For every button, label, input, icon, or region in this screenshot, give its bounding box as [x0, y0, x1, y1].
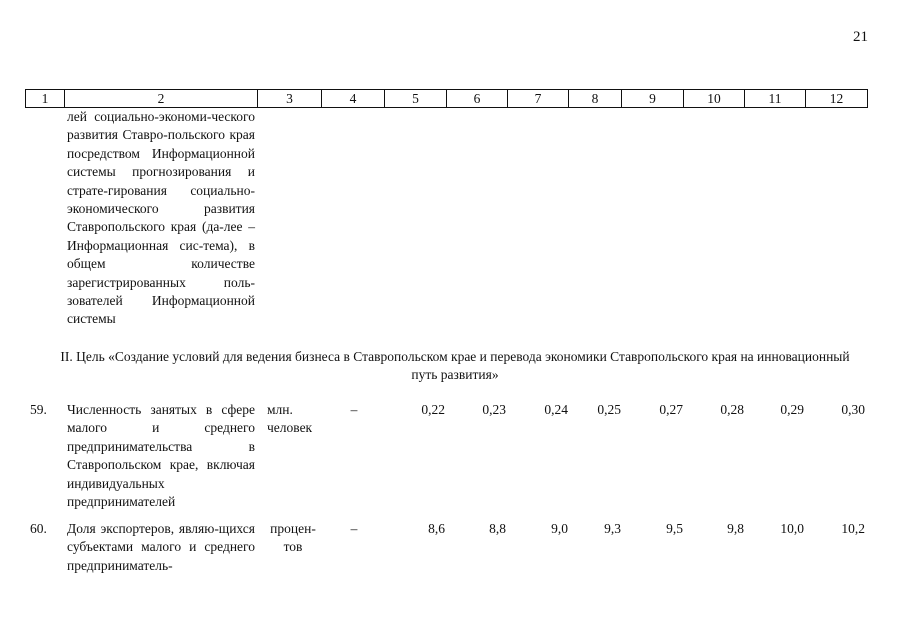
column-number: 5: [385, 90, 447, 108]
continued-indicator-text: лей социально-экономи-ческого развития Ставро-польского края посредством Информационной системы прогнозирования и страте-гирования социально-экономического развития Ставропольского края (да-лее – Информационная сис-тема), в общем количестве зарегистрированных поль-зователей Информационной системы: [67, 109, 255, 327]
column-number: 10: [684, 90, 745, 108]
value-cell: 9,3: [604, 521, 621, 536]
column-number-header: [25, 89, 868, 108]
indicator-name: Доля экспортеров, являю-щихся субъектами малого и среднего предприниматель-: [67, 521, 255, 573]
value-cell: 0,29: [780, 402, 804, 417]
column-number: 2: [65, 90, 258, 108]
base-value: –: [350, 521, 358, 536]
column-number: 9: [622, 90, 684, 108]
value-cell: 10,0: [780, 521, 804, 536]
value-cell: 9,0: [551, 521, 568, 536]
indicator-name: Численность занятых в сфере малого и среднего предпринимательства в Ставропольском крае, включая индивидуальных предпринимателей: [67, 402, 255, 510]
value-cell: 8,8: [489, 521, 506, 536]
row-number: 59.: [30, 402, 47, 417]
value-cell: 0,30: [841, 402, 865, 417]
value-cell: 0,27: [659, 402, 683, 417]
unit-of-measure: млн. человек: [267, 402, 313, 436]
value-cell: 0,25: [597, 402, 621, 417]
row-number: 60.: [30, 521, 47, 536]
page-number: 21: [853, 29, 868, 45]
column-number: 6: [447, 90, 508, 108]
column-number: 4: [322, 90, 385, 108]
section-title: II. Цель «Создание условий для ведения бизнеса в Ставропольском крае и перевода экономики Ставропольского края на инновационный путь развития»: [60, 349, 850, 382]
column-number: 3: [258, 90, 322, 108]
column-number: 1: [26, 90, 65, 108]
value-cell: 9,8: [727, 521, 744, 536]
base-value: –: [350, 402, 358, 417]
unit-of-measure: процен-тов: [270, 521, 316, 555]
column-number: 12: [806, 90, 868, 108]
value-cell: 8,6: [428, 521, 445, 536]
column-number: 11: [745, 90, 806, 108]
column-number: 7: [508, 90, 569, 108]
value-cell: 9,5: [666, 521, 683, 536]
column-number: 8: [569, 90, 622, 108]
value-cell: 0,22: [421, 402, 445, 417]
value-cell: 0,28: [720, 402, 744, 417]
value-cell: 10,2: [841, 521, 865, 536]
value-cell: 0,24: [544, 402, 568, 417]
value-cell: 0,23: [482, 402, 506, 417]
